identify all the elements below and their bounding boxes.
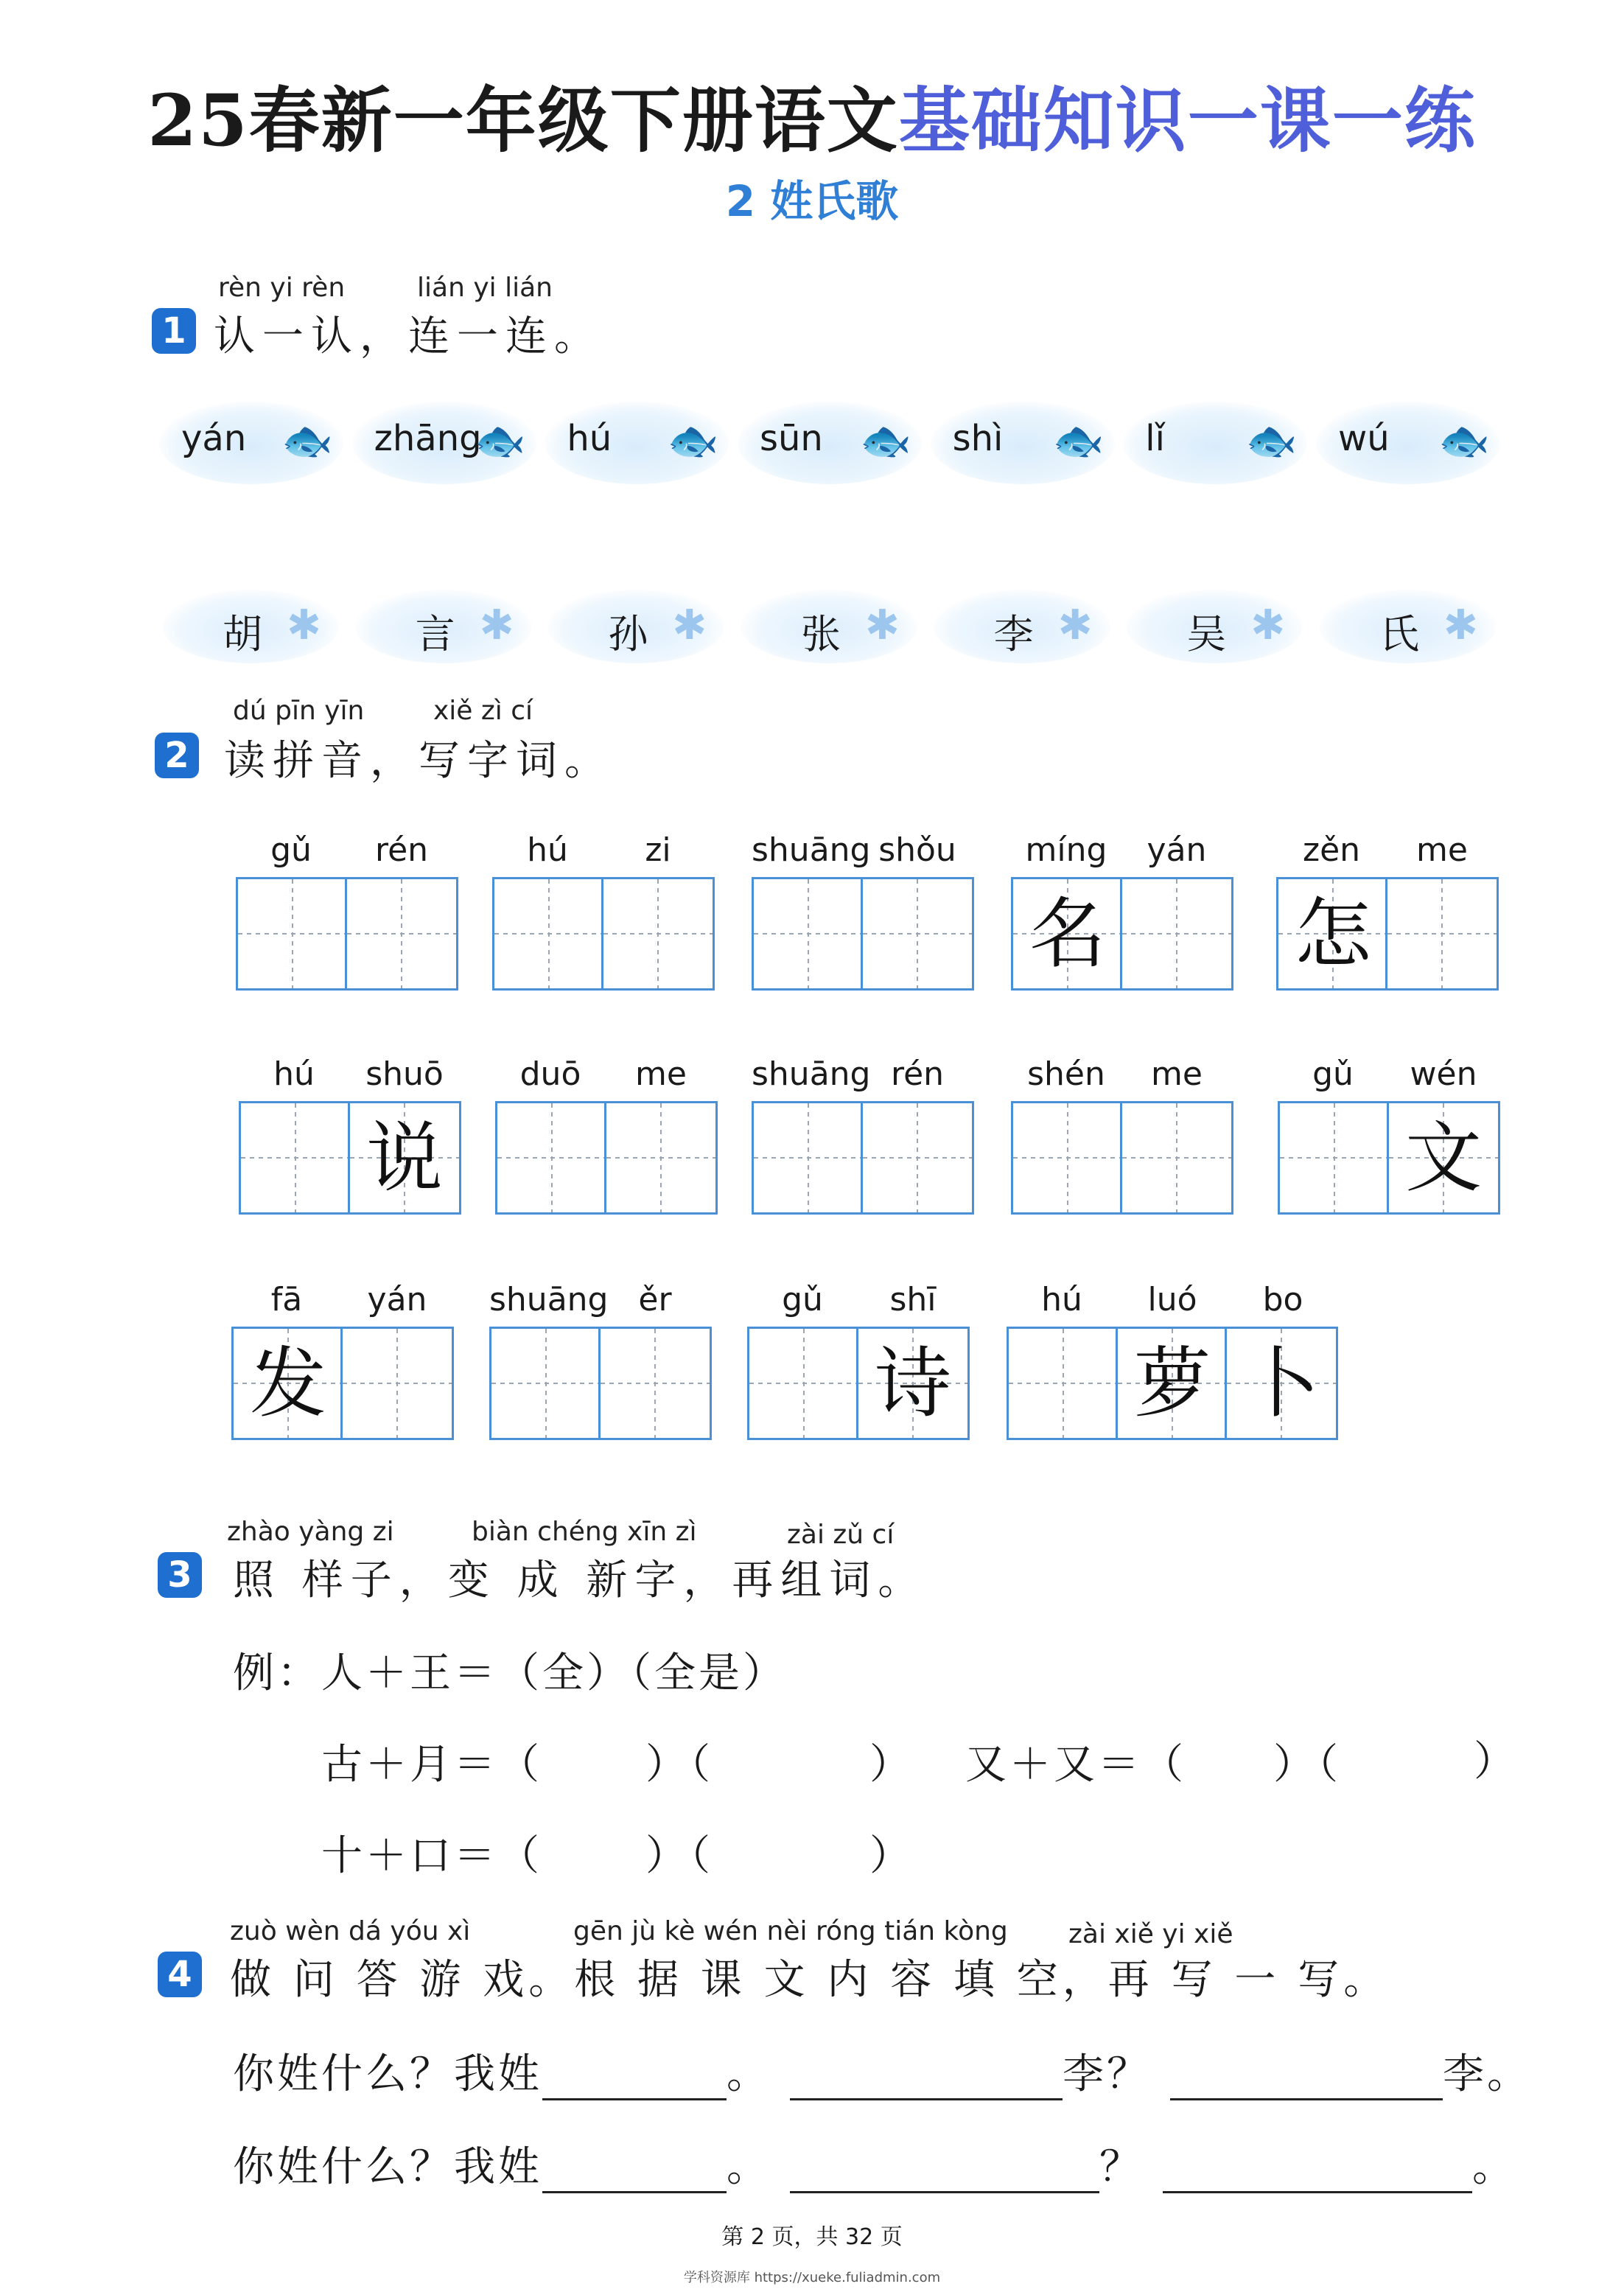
q2-instruction: 读拼音，写字词。 (224, 737, 613, 785)
bubble-char: 孙 (608, 611, 648, 657)
q3-paren: ） (1474, 1738, 1518, 1786)
grid-pinyin: zi (645, 831, 671, 869)
bubble-char: 胡 (223, 611, 262, 657)
tian-cell[interactable] (497, 1103, 606, 1212)
tian-cell[interactable] (238, 879, 347, 988)
q4-punct: ？ (1099, 2143, 1144, 2191)
answer-blank[interactable] (542, 2153, 727, 2193)
cell-char (1280, 1103, 1389, 1212)
q3-paren: ）（ (645, 1832, 713, 1880)
grid-pinyin: bo (1262, 1281, 1303, 1318)
word-grid (236, 831, 458, 993)
tian-cell[interactable] (1278, 879, 1387, 988)
water-splash-icon: ✱ (672, 601, 707, 649)
cell-char: 文 (1404, 1113, 1482, 1203)
grid-pinyin: zěn (1302, 831, 1361, 869)
bubble-card[interactable] (1319, 590, 1496, 663)
grid-pinyin: shī (889, 1281, 937, 1318)
cell-char (863, 1103, 972, 1212)
fish-icon: 🐟 (667, 417, 719, 465)
source-footer: 学科资源库 https://xueke.fuliadmin.com (683, 2270, 941, 2285)
grid-pinyin: gǔ (782, 1281, 823, 1318)
grid-pinyin: wén (1410, 1055, 1477, 1093)
page-footer: 第 2 页，共 32 页 (721, 2224, 903, 2250)
q2-pinyin-2: xiě zì cí (433, 696, 533, 726)
word-grid (747, 1281, 970, 1443)
title-part1: 25春新一年级下册语文 (147, 79, 899, 162)
bubble-card[interactable] (547, 590, 724, 663)
tian-cell[interactable] (1009, 1329, 1118, 1438)
fish-card[interactable] (931, 402, 1115, 484)
tian-cell[interactable] (754, 879, 863, 988)
fish-card[interactable] (1316, 402, 1500, 484)
word-grid (752, 831, 974, 993)
cell-char: 怎 (1294, 889, 1371, 979)
q4-punct: 。 (727, 2143, 771, 2191)
cell-char (1122, 1103, 1231, 1212)
fish-icon: 🐟 (474, 417, 526, 465)
water-splash-icon: ✱ (479, 601, 514, 649)
word-grid (239, 1055, 461, 1218)
tian-cell[interactable] (1013, 1103, 1122, 1212)
q1-pinyin-2: lián yi lián (417, 273, 553, 303)
tian-cell[interactable] (606, 1103, 715, 1212)
cell-char: 卜 (1242, 1338, 1320, 1428)
tian-cell[interactable] (603, 879, 713, 988)
bubble-char: 氏 (1379, 611, 1419, 657)
fish-icon: 🐟 (1245, 417, 1298, 465)
q4-text: 李。 (1443, 2050, 1531, 2098)
tian-cell[interactable] (754, 1103, 863, 1212)
grid-pinyin: fā (270, 1281, 303, 1318)
q4-line-2 (233, 2134, 1516, 2193)
fish-pinyin: yán (181, 418, 247, 459)
answer-blank[interactable] (1163, 2153, 1472, 2193)
grid-pinyin: me (1151, 1055, 1203, 1093)
cell-char (1387, 879, 1497, 988)
fish-pinyin: hú (567, 418, 612, 459)
tian-cell[interactable] (343, 1329, 452, 1438)
cell-char (347, 879, 456, 988)
fish-card[interactable] (738, 402, 922, 484)
q4-prompt: 你姓什么？我姓 (233, 2143, 542, 2191)
q3-item-2: 又＋又＝（ (965, 1741, 1186, 1789)
grid-pinyin: shuāng (752, 831, 871, 869)
q3-pinyin-2: biàn chéng xīn zì (472, 1517, 697, 1547)
grid-pinyin: me (1416, 831, 1468, 869)
tian-cell[interactable] (494, 879, 603, 988)
cell-char (343, 1329, 452, 1438)
word-grid (1007, 1281, 1343, 1443)
cell-char (497, 1103, 606, 1212)
tian-cell[interactable] (1122, 1103, 1231, 1212)
answer-blank[interactable] (542, 2060, 727, 2100)
word-grid (489, 1281, 712, 1443)
q1-pinyin-1: rèn yi rèn (218, 273, 346, 303)
grid-pinyin: shuāng (489, 1281, 609, 1318)
grid-pinyin: gǔ (270, 831, 312, 869)
cell-char (603, 879, 713, 988)
q3-instruction: 照 样子，变 成 新字，再组词。 (233, 1557, 927, 1604)
cell-char (1009, 1329, 1118, 1438)
q3-pinyin-1: zhào yàng zi (227, 1517, 394, 1547)
q4-line-1 (233, 2041, 1531, 2100)
page-title (0, 65, 1624, 166)
tian-cell[interactable] (347, 879, 456, 988)
fish-pinyin: lǐ (1145, 418, 1165, 459)
bubble-card[interactable] (741, 590, 917, 663)
answer-blank[interactable] (1170, 2060, 1443, 2100)
grid-pinyin: duō (519, 1055, 581, 1093)
fish-card[interactable] (545, 402, 729, 484)
bubble-char: 言 (415, 611, 455, 657)
title-part2: 基础知识一课一练 (898, 79, 1477, 162)
bubble-char: 吴 (1186, 611, 1227, 657)
grid-pinyin: shuāng (752, 1055, 871, 1093)
grid-pinyin: yán (367, 1281, 427, 1318)
fish-icon: 🐟 (860, 417, 911, 465)
grid-pinyin: rén (890, 1055, 945, 1093)
bubble-row (162, 590, 1496, 671)
word-grid (1276, 831, 1499, 993)
q4-pinyin-2: gēn jù kè wén nèi róng tián kòng (573, 1916, 1008, 1946)
cell-char (606, 1103, 715, 1212)
fish-card[interactable] (159, 402, 343, 484)
q3-pinyin-3: zài zǔ cí (787, 1520, 895, 1550)
tian-cell[interactable] (1389, 1103, 1498, 1212)
cell-char (754, 879, 863, 988)
tian-cell[interactable] (491, 1329, 601, 1438)
fish-pinyin: wú (1337, 418, 1390, 459)
q4-instruction: 做 问 答 游 戏。根 据 课 文 内 容 填 空，再 写 一 写。 (230, 1956, 1390, 2004)
tian-cell[interactable] (350, 1103, 459, 1212)
cell-char (1122, 879, 1231, 988)
word-grid (492, 831, 715, 993)
grid-pinyin: hú (527, 831, 568, 869)
grid-pinyin: luó (1147, 1281, 1197, 1318)
q1-number: 1 (152, 308, 196, 354)
grid-pinyin: shén (1027, 1055, 1105, 1093)
water-splash-icon: ✱ (865, 601, 900, 649)
tian-cell[interactable] (749, 1329, 858, 1438)
tian-cell[interactable] (601, 1329, 710, 1438)
cell-char: 发 (249, 1338, 326, 1428)
q3-number: 3 (158, 1552, 202, 1598)
water-splash-icon: ✱ (1250, 601, 1286, 649)
bubble-char: 张 (800, 611, 841, 657)
grid-pinyin: shǒu (878, 831, 956, 869)
q3-item-3: 十＋口＝（ (321, 1832, 542, 1880)
word-grid (1011, 831, 1233, 993)
word-grid (752, 1055, 974, 1218)
cell-char (754, 1103, 863, 1212)
bubble-card[interactable] (934, 590, 1110, 663)
fish-card[interactable] (1123, 402, 1307, 484)
tian-cell[interactable] (1013, 879, 1122, 988)
fish-icon: 🐟 (281, 417, 333, 465)
fish-icon: 🐟 (1052, 417, 1105, 465)
tian-cell[interactable] (234, 1329, 343, 1438)
fish-icon: 🐟 (1438, 417, 1490, 465)
q4-punct: 。 (1472, 2143, 1516, 2191)
q3-paren: ） (869, 1832, 914, 1880)
bubble-card[interactable] (1126, 590, 1303, 663)
tian-cell[interactable] (1122, 879, 1231, 988)
grid-pinyin: míng (1025, 831, 1107, 869)
q4-prompt: 你姓什么？我姓 (233, 2050, 542, 2098)
bubble-char: 李 (993, 611, 1034, 657)
cell-char: 诗 (874, 1338, 951, 1428)
cell-char (491, 1329, 601, 1438)
tian-cell[interactable] (241, 1103, 350, 1212)
cell-char (238, 879, 347, 988)
grid-pinyin: yán (1147, 831, 1207, 869)
q4-punct: 。 (727, 2050, 771, 2098)
q4-text: 李？ (1063, 2050, 1151, 2098)
word-grid (1011, 1055, 1233, 1218)
grid-pinyin: rén (374, 831, 429, 869)
q3-item-1: 古＋月＝（ (321, 1741, 542, 1789)
fish-pinyin: sūn (759, 418, 823, 459)
cell-char (601, 1329, 710, 1438)
tian-cell[interactable] (1387, 879, 1497, 988)
lesson-subtitle: 2 姓氏歌 (725, 176, 899, 226)
tian-cell[interactable] (1280, 1103, 1389, 1212)
grid-pinyin: hú (1041, 1281, 1082, 1318)
q4-pinyin-3: zài xiě yi xiě (1068, 1919, 1233, 1949)
word-grid (231, 1281, 454, 1443)
grid-pinyin: ěr (638, 1281, 672, 1318)
water-splash-icon: ✱ (1057, 601, 1093, 649)
cell-char (494, 879, 603, 988)
cell-char (749, 1329, 858, 1438)
tian-cell[interactable] (863, 1103, 972, 1212)
fish-card[interactable] (352, 402, 536, 484)
grid-pinyin: me (635, 1055, 687, 1093)
tian-cell[interactable] (1227, 1329, 1336, 1438)
tian-cell[interactable] (858, 1329, 967, 1438)
q4-pinyin-1: zuò wèn dá yóu xì (230, 1916, 471, 1946)
cell-char: 名 (1029, 889, 1106, 979)
water-splash-icon: ✱ (1443, 601, 1478, 649)
bubble-card[interactable] (355, 590, 532, 663)
word-grid (1278, 1055, 1500, 1218)
q3-paren: ） (869, 1741, 914, 1789)
fish-row (159, 402, 1500, 486)
cell-char (863, 879, 972, 988)
q4-number: 4 (158, 1952, 202, 1997)
cell-char (241, 1103, 350, 1212)
grid-pinyin: shuō (365, 1055, 444, 1093)
bubble-card[interactable] (162, 590, 339, 663)
tian-cell[interactable] (863, 879, 972, 988)
q3-paren: ）（ (645, 1741, 713, 1789)
q2-number: 2 (155, 733, 199, 778)
q3-example: 例：人＋王＝（全）（全是） (233, 1649, 787, 1697)
answer-blank[interactable] (790, 2153, 1099, 2193)
tian-cell[interactable] (1118, 1329, 1227, 1438)
grid-pinyin: gǔ (1312, 1055, 1354, 1093)
q1-instruction: 认一认，连一连。 (214, 312, 603, 360)
fish-pinyin: zhāng (374, 418, 482, 459)
q3-paren: ）（ (1273, 1741, 1341, 1789)
cell-char: 说 (365, 1113, 443, 1203)
answer-blank[interactable] (790, 2060, 1063, 2100)
word-grid (495, 1055, 718, 1218)
q2-pinyin-1: dú pīn yīn (233, 696, 365, 726)
grid-pinyin: hú (273, 1055, 315, 1093)
water-splash-icon: ✱ (287, 601, 321, 649)
fish-pinyin: shì (952, 418, 1004, 459)
cell-char (1013, 1103, 1122, 1212)
cell-char: 萝 (1133, 1338, 1211, 1428)
